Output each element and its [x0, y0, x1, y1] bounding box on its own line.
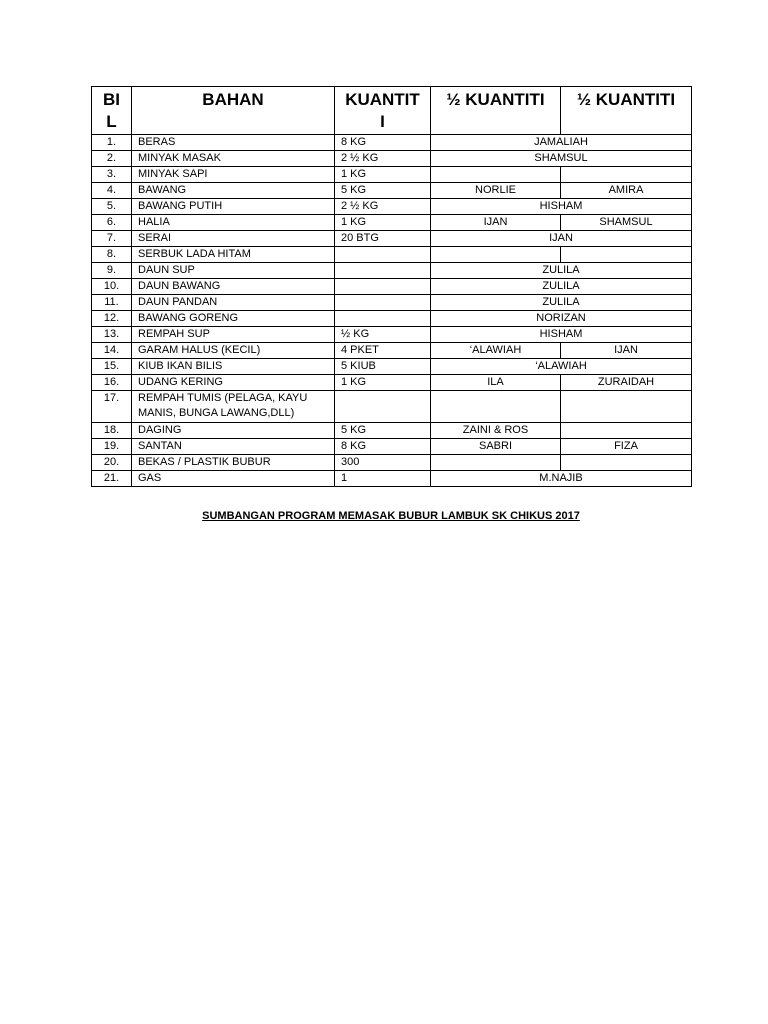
table-row: [92, 359, 692, 375]
item-quantity: 5 KG: [335, 183, 431, 199]
item-quantity: 8 KG: [335, 439, 431, 455]
item-quantity: 1 KG: [335, 215, 431, 231]
table-row: [92, 311, 692, 327]
contributor-half-2: [561, 455, 692, 471]
contributor-half-2: AMIRA: [561, 183, 692, 199]
ingredients-table: [91, 86, 692, 487]
row-number: 16.: [92, 375, 132, 391]
item-quantity: 300: [335, 455, 431, 471]
table-row: [92, 375, 692, 391]
item-quantity: [335, 279, 431, 295]
row-number: 17.: [92, 391, 132, 423]
table-row: [92, 279, 692, 295]
contributor-half-1: [431, 455, 561, 471]
header-half-kuantiti-2: ½ KUANTITI: [561, 87, 692, 135]
table-row: [92, 439, 692, 455]
item-quantity: 20 BTG: [335, 231, 431, 247]
contributor-half-1: [431, 247, 561, 263]
row-number: 14.: [92, 343, 132, 359]
item-name: HALIA: [132, 215, 335, 231]
table-row: [92, 183, 692, 199]
row-number: 15.: [92, 359, 132, 375]
header-bil: BI L: [92, 87, 132, 135]
contributor-shared: ZULILA: [431, 279, 692, 295]
item-name: SANTAN: [132, 439, 335, 455]
contributor-shared: ZULILA: [431, 263, 692, 279]
row-number: 6.: [92, 215, 132, 231]
item-name: REMPAH SUP: [132, 327, 335, 343]
table-row: [92, 327, 692, 343]
contributor-half-2: [561, 391, 692, 423]
item-name: REMPAH TUMIS (PELAGA, KAYU MANIS, BUNGA LAWANG,DLL): [132, 391, 335, 423]
table-row: [92, 199, 692, 215]
contributor-half-2: [561, 423, 692, 439]
header-row: [92, 87, 692, 135]
item-quantity: [335, 311, 431, 327]
contributor-shared: M.NAJIB: [431, 471, 692, 487]
table-row: [92, 167, 692, 183]
table-row: [92, 215, 692, 231]
contributor-half-1: ZAINI & ROS: [431, 423, 561, 439]
row-number: 10.: [92, 279, 132, 295]
contributor-half-1: IJAN: [431, 215, 561, 231]
item-name: MINYAK MASAK: [132, 151, 335, 167]
contributor-half-1: ‘ALAWIAH: [431, 343, 561, 359]
row-number: 5.: [92, 199, 132, 215]
contributor-half-2: SHAMSUL: [561, 215, 692, 231]
item-name: GAS: [132, 471, 335, 487]
item-quantity: [335, 295, 431, 311]
item-quantity: ½ KG: [335, 327, 431, 343]
contributor-half-1: ILA: [431, 375, 561, 391]
row-number: 19.: [92, 439, 132, 455]
table-row: [92, 295, 692, 311]
item-quantity: [335, 391, 431, 423]
item-quantity: 2 ½ KG: [335, 151, 431, 167]
contributor-shared: SHAMSUL: [431, 151, 692, 167]
contributor-shared: HISHAM: [431, 199, 692, 215]
item-name: SERAI: [132, 231, 335, 247]
table-row: [92, 455, 692, 471]
item-name: BAWANG GORENG: [132, 311, 335, 327]
item-quantity: [335, 247, 431, 263]
contributor-half-2: [561, 167, 692, 183]
contributor-shared: ‘ALAWIAH: [431, 359, 692, 375]
contributor-shared: HISHAM: [431, 327, 692, 343]
table-row: [92, 263, 692, 279]
table-row: [92, 391, 692, 423]
contributor-half-1: NORLIE: [431, 183, 561, 199]
item-name: GARAM HALUS (KECIL): [132, 343, 335, 359]
item-quantity: [335, 263, 431, 279]
item-name: DAUN BAWANG: [132, 279, 335, 295]
row-number: 2.: [92, 151, 132, 167]
row-number: 4.: [92, 183, 132, 199]
row-number: 13.: [92, 327, 132, 343]
contributor-half-2: FIZA: [561, 439, 692, 455]
row-number: 11.: [92, 295, 132, 311]
item-quantity: 5 KIUB: [335, 359, 431, 375]
table-row: [92, 423, 692, 439]
contributor-half-1: [431, 167, 561, 183]
item-quantity: 1: [335, 471, 431, 487]
item-name: DAUN PANDAN: [132, 295, 335, 311]
item-name: BAWANG: [132, 183, 335, 199]
table-row: [92, 231, 692, 247]
footer-caption: SUMBANGAN PROGRAM MEMASAK BUBUR LAMBUK SK CHIKUS 2017: [202, 510, 580, 522]
table-row: [92, 247, 692, 263]
item-name: DAGING: [132, 423, 335, 439]
item-quantity: 5 KG: [335, 423, 431, 439]
table-row: [92, 343, 692, 359]
item-name: MINYAK SAPI: [132, 167, 335, 183]
item-name: BAWANG PUTIH: [132, 199, 335, 215]
row-number: 3.: [92, 167, 132, 183]
row-number: 9.: [92, 263, 132, 279]
table-row: [92, 151, 692, 167]
header-kuantiti: KUANTIT I: [335, 87, 431, 135]
item-name: BERAS: [132, 135, 335, 151]
row-number: 21.: [92, 471, 132, 487]
item-quantity: 8 KG: [335, 135, 431, 151]
row-number: 7.: [92, 231, 132, 247]
header-half-kuantiti-1: ½ KUANTITI: [431, 87, 561, 135]
item-quantity: 1 KG: [335, 167, 431, 183]
item-name: UDANG KERING: [132, 375, 335, 391]
row-number: 8.: [92, 247, 132, 263]
contributor-shared: NORIZAN: [431, 311, 692, 327]
contributor-shared: IJAN: [431, 231, 692, 247]
item-quantity: 2 ½ KG: [335, 199, 431, 215]
item-quantity: 1 KG: [335, 375, 431, 391]
item-name: SERBUK LADA HITAM: [132, 247, 335, 263]
contributor-shared: JAMALIAH: [431, 135, 692, 151]
row-number: 12.: [92, 311, 132, 327]
contributor-half-2: [561, 247, 692, 263]
item-name: KIUB IKAN BILIS: [132, 359, 335, 375]
row-number: 20.: [92, 455, 132, 471]
row-number: 18.: [92, 423, 132, 439]
item-name: DAUN SUP: [132, 263, 335, 279]
table-row: [92, 135, 692, 151]
contributor-shared: ZULILA: [431, 295, 692, 311]
row-number: 1.: [92, 135, 132, 151]
contributor-half-2: IJAN: [561, 343, 692, 359]
item-quantity: 4 PKET: [335, 343, 431, 359]
table-row: [92, 471, 692, 487]
contributor-half-1: SABRI: [431, 439, 561, 455]
contributor-half-1: [431, 391, 561, 423]
contributor-half-2: ZURAIDAH: [561, 375, 692, 391]
item-name: BEKAS / PLASTIK BUBUR: [132, 455, 335, 471]
header-bahan: BAHAN: [132, 87, 335, 135]
